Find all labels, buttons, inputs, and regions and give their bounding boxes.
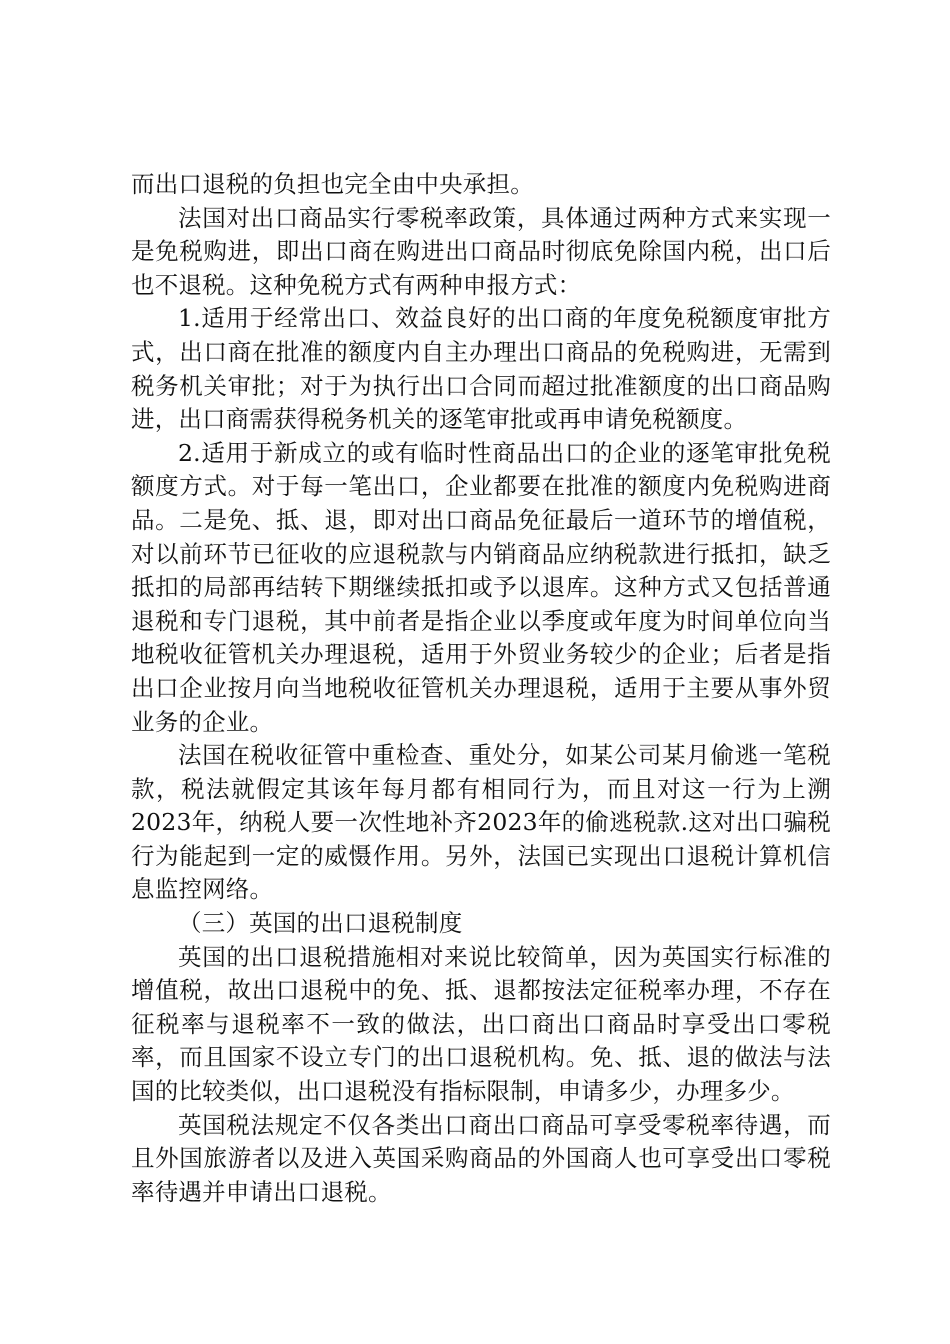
section-heading-uk: （三）英国的出口退税制度: [178, 909, 463, 938]
paragraph-uk-measures: 英国的出口退税措施相对来说比较简单，因为英国实行标准的增值税，故出口退税中的免、抵、退都按法定征税率办理，不存在征税率与退税率不一致的做法，出口商出口商品时享受出口零税率，而且国家不设立专门的出口退税机构。免、抵、退的做法与法国的比较类似，出口退税没有指标限制，申请多少，办理多少。: [131, 942, 831, 1106]
paragraph-france-enforcement: 法国在税收征管中重检查、重处分，如某公司某月偷逃一笔税款，税法就假定其该年每月都有相同行为，而且对这一行为上溯2023年，纳税人要一次性地补齐2023年的偷逃税款.这对出口骗税行为能起到一定的威慑作用。另外，法国已实现出口退税计算机信息监控网络。: [131, 741, 831, 904]
paragraph-france-zero-rate: 法国对出口商品实行零税率政策，具体通过两种方式来实现一是免税购进，即出口商在购进出口商品时彻底免除国内税，出口后也不退税。这种免税方式有两种申报方式：: [131, 203, 831, 299]
paragraph-continuation: 而出口退税的负担也完全由中央承担。: [131, 170, 534, 198]
paragraph-uk-tax-law: 英国税法规定不仅各类出口商出口商品可享受零税率待遇，而且外国旅游者以及进入英国采购商品的外国商人也可享受出口零税率待遇并申请出口退税。: [131, 1110, 831, 1206]
paragraph-annual-quota: 1.适用于经常出口、效益良好的出口商的年度免税额度审批方式，出口商在批准的额度内自主办理出口商品的免税购进，无需到税务机关审批；对于为执行出口合同而超过批准额度的出口商品购进，出口商需获得税务机关的逐笔审批或再申请免税额度。: [131, 304, 831, 434]
paragraph-per-item-approval: 2.适用于新成立的或有临时性商品出口的企业的逐笔审批免税额度方式。对于每一笔出口，企业都要在批准的额度内免税购进商品。二是免、抵、退，即对出口商品免征最后一道环节的增值税，对以前环节已征收的应退税款与内销商品应纳税款进行抵扣，缺乏抵扣的局部再结转下期继续抵扣或予以退库。这种方式又包括普通退税和专门退税，其中前者是指企业以季度或年度为时间单位向当地税收征管机关办理退税，适用于外贸业务较少的企业；后者是指出口企业按月向当地税收征管机关办理退税，适用于主要从事外贸业务的企业。: [131, 438, 831, 736]
document-body: [131, 168, 831, 1209]
